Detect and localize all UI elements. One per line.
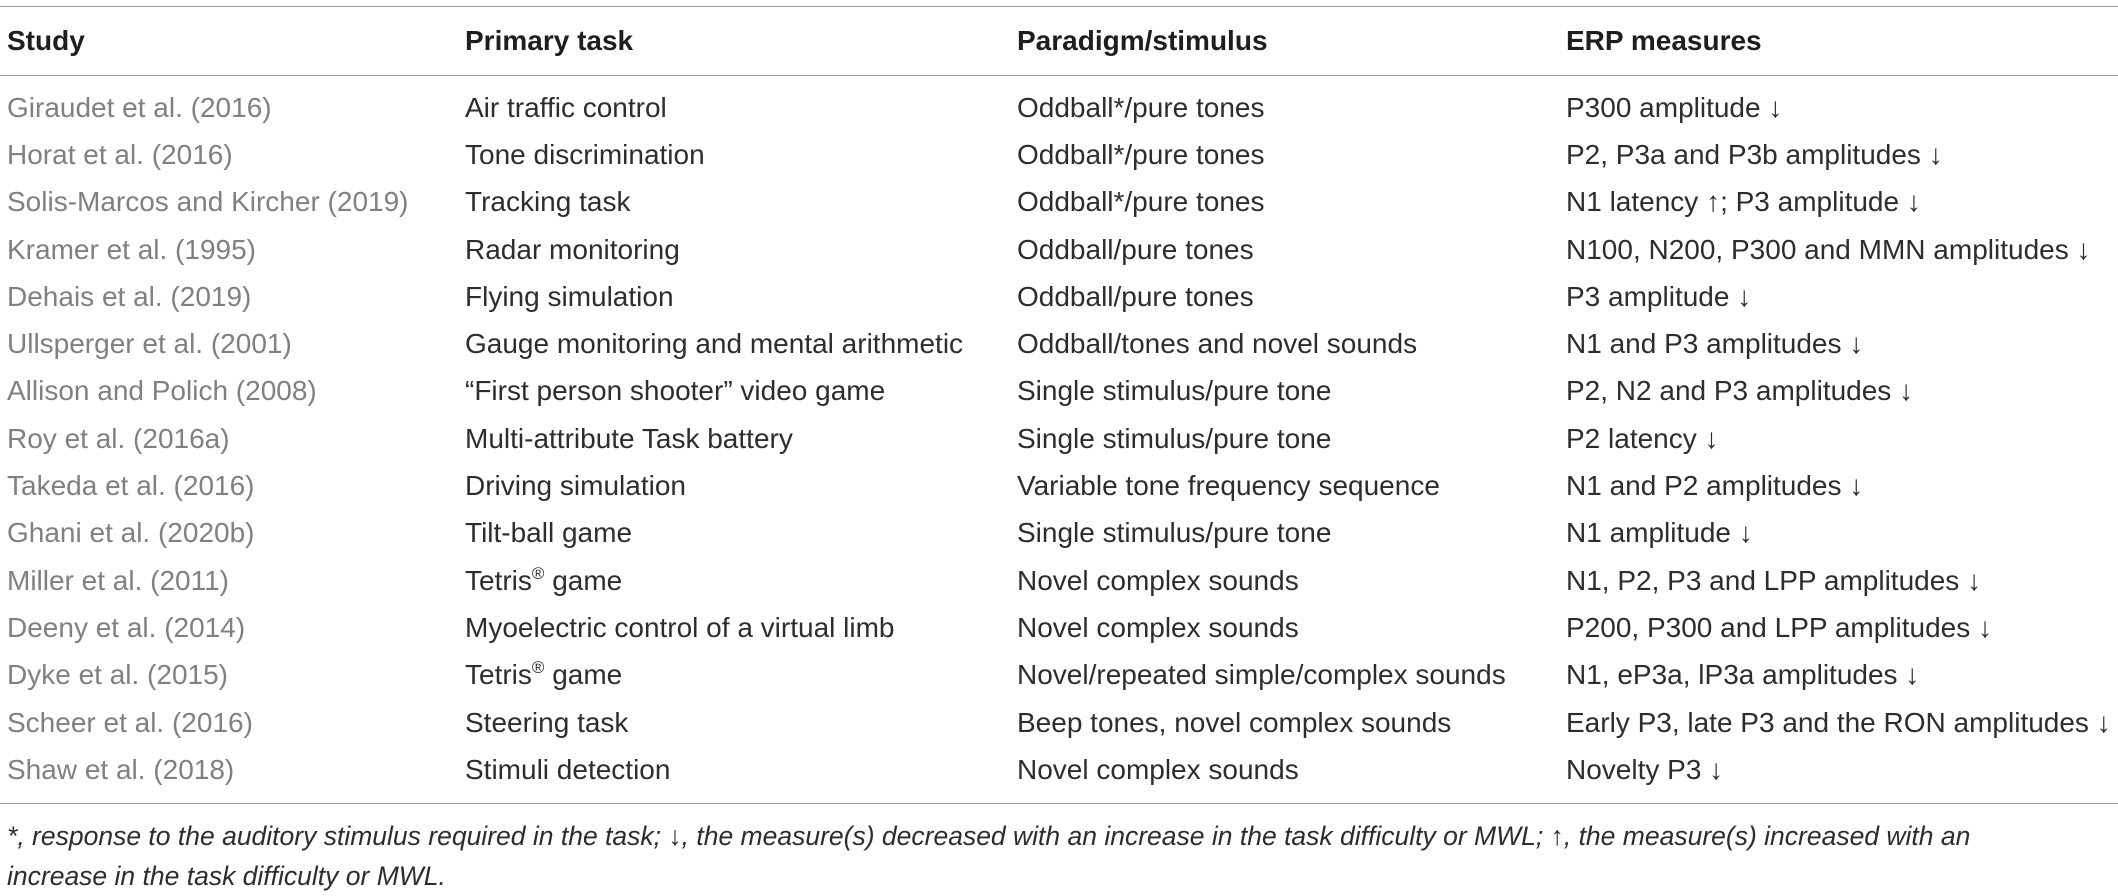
cell-erp-measures: P2, N2 and P3 amplitudes ↓: [1566, 375, 1914, 407]
cell-primary-task: Tone discrimination: [465, 138, 705, 170]
cell-primary-task: Radar monitoring: [465, 233, 680, 265]
header-erp-measures: ERP measures: [1566, 25, 1762, 56]
cell-primary-task: Gauge monitoring and mental arithmetic: [465, 328, 964, 360]
cell-primary-task: [458, 557, 1010, 604]
cell-paradigm: Oddball*/pure tones: [1017, 186, 1265, 218]
task-name: Tetris: [465, 564, 532, 596]
cell-erp-measures: P2, P3a and P3b amplitudes ↓: [1566, 138, 1943, 170]
cell-paradigm: Novel complex sounds: [1017, 564, 1299, 596]
table-row: [0, 557, 2118, 604]
cell-study: Scheer et al. (2016): [7, 706, 253, 738]
cell-study: Horat et al. (2016): [7, 138, 233, 170]
cell-study: Roy et al. (2016a): [7, 422, 230, 454]
table-row: [0, 652, 2118, 699]
cell-study: Takeda et al. (2016): [7, 470, 255, 502]
cell-erp-measures: P3 amplitude ↓: [1566, 280, 1752, 312]
table-row: [0, 320, 2118, 367]
cell-erp-measures: P200, P300 and LPP amplitudes ↓: [1566, 611, 1993, 643]
cell-paradigm: Single stimulus/pure tone: [1017, 517, 1332, 549]
cell-erp-measures: N1, P2, P3 and LPP amplitudes ↓: [1566, 564, 1982, 596]
cell-paradigm: Beep tones, novel complex sounds: [1017, 706, 1452, 738]
table-row: [0, 226, 2118, 273]
cell-paradigm: Novel complex sounds: [1017, 611, 1299, 643]
cell-paradigm: Oddball/pure tones: [1017, 233, 1254, 265]
table-footnote: [7, 816, 2112, 896]
cell-study: Kramer et al. (1995): [7, 233, 256, 265]
cell-primary-task: “First person shooter” video game: [465, 375, 886, 407]
cell-study: Dehais et al. (2019): [7, 280, 252, 312]
table-row: [0, 604, 2118, 651]
cell-primary-task: Tilt-ball game: [465, 517, 633, 549]
cell-study: Ullsperger et al. (2001): [7, 328, 292, 360]
cell-paradigm: Novel complex sounds: [1017, 753, 1299, 785]
cell-paradigm: Variable tone frequency sequence: [1017, 470, 1440, 502]
cell-primary-task: Driving simulation: [465, 470, 686, 502]
cell-study: Solis-Marcos and Kircher (2019): [7, 186, 409, 218]
cell-erp-measures: Novelty P3 ↓: [1566, 753, 1724, 785]
cell-study: Dyke et al. (2015): [7, 659, 228, 691]
cell-erp-measures: N1 latency ↑; P3 amplitude ↓: [1566, 186, 1921, 218]
cell-primary-task: [458, 652, 1010, 699]
cell-study: Miller et al. (2011): [7, 564, 230, 596]
cell-paradigm: Oddball/tones and novel sounds: [1017, 328, 1418, 360]
registered-mark: ®: [531, 658, 545, 678]
cell-erp-measures: N1 and P3 amplitudes ↓: [1566, 328, 1864, 360]
cell-primary-task: Air traffic control: [465, 91, 667, 123]
table-body: [0, 76, 2118, 804]
table-header: [0, 7, 2118, 76]
header-primary-task: Primary task: [465, 25, 634, 56]
table-row: [0, 699, 2118, 746]
cell-erp-measures: N1 and P2 amplitudes ↓: [1566, 470, 1864, 502]
table-row: [0, 415, 2118, 462]
footnote-line-1: *, response to the auditory stimulus required in the task; ↓, the measure(s) decreased with an increase in the task difficulty or MWL; ↑, the measure(s) increased with an: [7, 821, 1971, 851]
cell-erp-measures: P2 latency ↓: [1566, 422, 1719, 454]
cell-study: Ghani et al. (2020b): [7, 517, 255, 549]
cell-paradigm: Oddball*/pure tones: [1017, 91, 1265, 123]
cell-primary-task: Multi-attribute Task battery: [465, 422, 793, 454]
task-suffix: game: [544, 659, 623, 691]
cell-primary-task: Myoelectric control of a virtual limb: [465, 611, 895, 643]
header-study: Study: [7, 25, 85, 56]
cell-erp-measures: N1, eP3a, lP3a amplitudes ↓: [1566, 659, 1920, 691]
table-row: [0, 746, 2118, 804]
table-row: [0, 462, 2118, 509]
cell-paradigm: Novel/repeated simple/complex sounds: [1017, 659, 1506, 691]
cell-erp-measures: P300 amplitude ↓: [1566, 91, 1783, 123]
cell-study: Deeny et al. (2014): [7, 611, 246, 643]
cell-paradigm: Oddball*/pure tones: [1017, 138, 1265, 170]
cell-study: Giraudet et al. (2016): [7, 91, 272, 123]
cell-erp-measures: N100, N200, P300 and MMN amplitudes ↓: [1566, 233, 2091, 265]
header-paradigm: Paradigm/stimulus: [1017, 25, 1268, 56]
cell-study: Allison and Polich (2008): [7, 375, 317, 407]
cell-paradigm: Single stimulus/pure tone: [1017, 422, 1332, 454]
table-row: [0, 273, 2118, 320]
cell-primary-task: Tracking task: [465, 186, 631, 218]
cell-primary-task: Stimuli detection: [465, 753, 671, 785]
cell-erp-measures: Early P3, late P3 and the RON amplitudes ↓: [1566, 706, 2111, 738]
footnote-line-2: increase in the task difficulty or MWL.: [7, 861, 446, 891]
task-suffix: game: [544, 564, 623, 596]
header-row: [0, 7, 2118, 76]
table-row: [0, 510, 2118, 557]
cell-study: Shaw et al. (2018): [7, 753, 235, 785]
registered-mark: ®: [531, 563, 545, 583]
table-row: [0, 76, 2118, 132]
cell-primary-task: Flying simulation: [465, 280, 674, 312]
erp-studies-table: [0, 6, 2118, 804]
cell-paradigm: Single stimulus/pure tone: [1017, 375, 1332, 407]
cell-primary-task: Steering task: [465, 706, 629, 738]
table-row: [0, 131, 2118, 178]
table-row: [0, 368, 2118, 415]
table-row: [0, 179, 2118, 226]
cell-erp-measures: N1 amplitude ↓: [1566, 517, 1753, 549]
cell-paradigm: Oddball/pure tones: [1017, 280, 1254, 312]
task-name: Tetris: [465, 659, 532, 691]
